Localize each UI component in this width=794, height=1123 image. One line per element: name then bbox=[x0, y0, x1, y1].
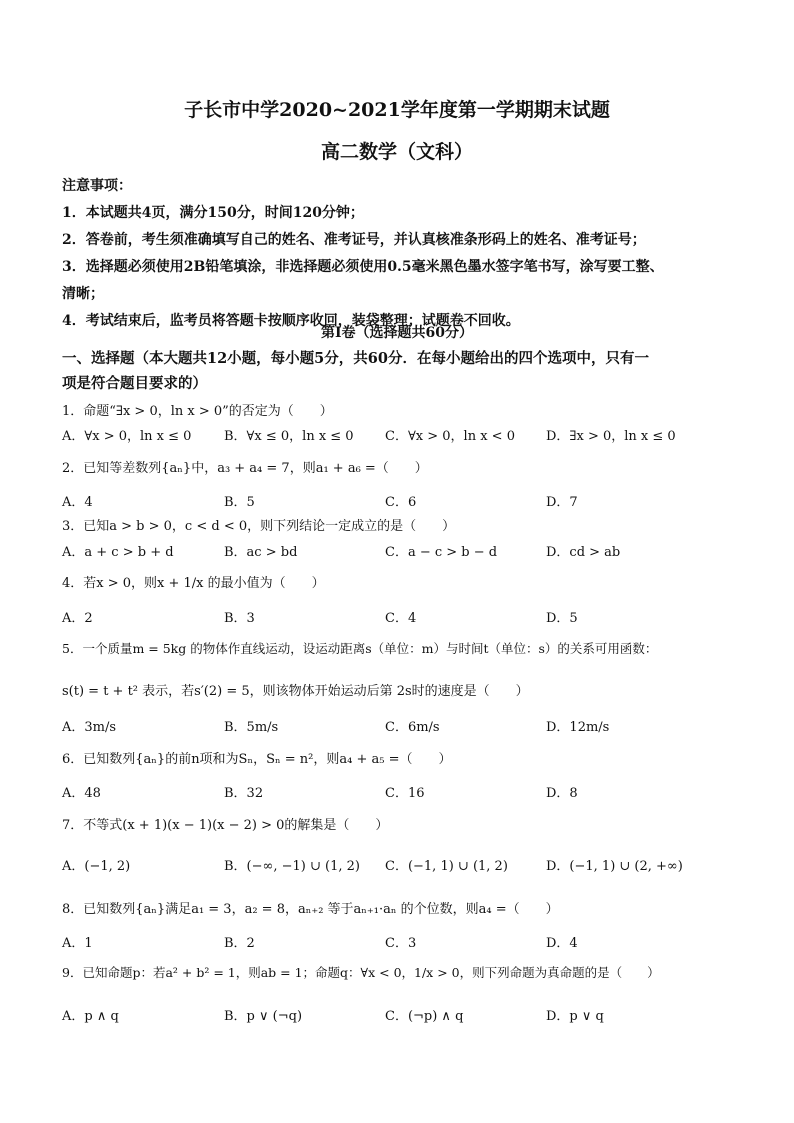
option-d: D．12m/s bbox=[546, 720, 610, 735]
option-a: A．3m/s bbox=[62, 720, 117, 735]
question-6-options bbox=[62, 782, 762, 802]
option-c: C．6 bbox=[385, 495, 417, 510]
question-3-stem: 3．已知a > b > 0，c < d < 0，则下列结论一定成立的是（ ） bbox=[62, 519, 456, 534]
option-c: C．(¬p) ∧ q bbox=[385, 1009, 464, 1024]
part-line: 项是符合题目要求的） bbox=[62, 375, 207, 392]
option-b: B．(−∞, −1) ∪ (1, 2) bbox=[224, 859, 360, 874]
part-line: 一、选择题（本大题共12小题，每小题5分，共60分．在每小题给出的四个选项中，只有一 bbox=[62, 350, 649, 367]
option-a: A．a + c > b + d bbox=[62, 545, 174, 560]
exam-subtitle: 高二数学（文科） bbox=[320, 141, 473, 163]
section-heading: 第I卷（选择题共60分） bbox=[320, 325, 474, 341]
option-c: C．∀x > 0，ln x < 0 bbox=[385, 429, 515, 444]
option-b: B．p ∨ (¬q) bbox=[224, 1009, 303, 1024]
option-c: C．16 bbox=[385, 786, 425, 801]
option-a: A．(−1, 2) bbox=[62, 859, 131, 874]
question-9-stem: 9．已知命题p：若a² + b² = 1，则ab = 1；命题q：∀x < 0，1/x > 0，则下列命题为真命题的是（ ） bbox=[62, 965, 660, 980]
option-d: D．8 bbox=[546, 786, 578, 801]
option-d: D．5 bbox=[546, 611, 578, 626]
notice-block bbox=[62, 173, 752, 335]
question-5-stem-line2: s(t) = t + t² 表示，若s′(2) = 5，则该物体开始运动后第 2s时的速度是（ ） bbox=[62, 684, 529, 699]
question-5-options bbox=[62, 716, 762, 736]
option-b: B．∀x ≤ 0，ln x ≤ 0 bbox=[224, 429, 354, 444]
notice-heading: 注意事项： bbox=[62, 178, 132, 194]
notice-item: 2．答卷前，考生须准确填写自己的姓名、准考证号，并认真核准条形码上的姓名、准考证号； bbox=[62, 232, 646, 248]
option-a: A．1 bbox=[62, 936, 93, 951]
question-4-stem: 4．若x > 0，则x + 1/x 的最小值为（ ） bbox=[62, 576, 325, 591]
option-d: D．7 bbox=[546, 495, 578, 510]
option-b: B．2 bbox=[224, 936, 255, 951]
part-instructions bbox=[62, 346, 752, 396]
option-d: D．(−1, 1) ∪ (2, +∞) bbox=[546, 859, 683, 874]
option-a: A．p ∧ q bbox=[62, 1009, 119, 1024]
option-c: C．a − c > b − d bbox=[385, 545, 498, 560]
option-c: C．4 bbox=[385, 611, 417, 626]
question-1-stem: 1．命题“∃x > 0，ln x > 0”的否定为（ ） bbox=[62, 404, 333, 419]
notice-item: 3．选择题必须使用2B铅笔填涂，非选择题必须使用0.5毫米黑色墨水签字笔书写，涂写要工整、 bbox=[62, 259, 664, 275]
option-d: D．p ∨ q bbox=[546, 1009, 604, 1024]
option-b: B．ac > bd bbox=[224, 545, 298, 560]
option-d: D．cd > ab bbox=[546, 545, 621, 560]
question-1-options bbox=[62, 425, 762, 445]
question-3-options bbox=[62, 541, 762, 561]
option-a: A．∀x > 0，ln x ≤ 0 bbox=[62, 429, 192, 444]
question-7-stem: 7．不等式(x + 1)(x − 1)(x − 2) > 0的解集是（ ） bbox=[62, 818, 389, 833]
question-9-options bbox=[62, 1005, 762, 1025]
question-8-stem: 8．已知数列{aₙ}满足a₁ = 3，a₂ = 8，aₙ₊₂ 等于aₙ₊₁·aₙ 的个位数，则a₄ =（ ） bbox=[62, 902, 559, 917]
question-2-options bbox=[62, 491, 762, 511]
option-b: B．3 bbox=[224, 611, 255, 626]
notice-item: 4．考试结束后，监考员将答题卡按顺序收回，装袋整理；试题卷不回收。 bbox=[62, 313, 520, 329]
option-a: A．2 bbox=[62, 611, 93, 626]
option-a: A．48 bbox=[62, 786, 101, 801]
option-b: B．5m/s bbox=[224, 720, 279, 735]
question-5-stem: 5．一个质量m = 5kg 的物体作直线运动，设运动距离s（单位：m）与时间t（单位：s）的关系可用函数： bbox=[62, 641, 658, 656]
question-7-options bbox=[62, 855, 762, 875]
exam-title: 子长市中学2020~2021学年度第一学期期末试题 bbox=[184, 99, 610, 121]
notice-item: 1．本试题共4页，满分150分，时间120分钟； bbox=[62, 205, 364, 221]
notice-item: 清晰； bbox=[62, 286, 104, 302]
option-c: C．3 bbox=[385, 936, 417, 951]
option-d: D．4 bbox=[546, 936, 578, 951]
question-4-options bbox=[62, 607, 762, 627]
question-6-stem: 6．已知数列{aₙ}的前n项和为Sₙ，Sₙ = n²，则a₄ + a₅ =（ ） bbox=[62, 752, 452, 767]
question-8-options bbox=[62, 932, 762, 952]
option-c: C．(−1, 1) ∪ (1, 2) bbox=[385, 859, 508, 874]
option-b: B．32 bbox=[224, 786, 264, 801]
option-c: C．6m/s bbox=[385, 720, 440, 735]
question-2-stem: 2．已知等差数列{aₙ}中，a₃ + a₄ = 7，则a₁ + a₆ =（ ） bbox=[62, 461, 428, 476]
option-a: A．4 bbox=[62, 495, 93, 510]
option-d: D．∃x > 0，ln x ≤ 0 bbox=[546, 429, 676, 444]
option-b: B．5 bbox=[224, 495, 255, 510]
